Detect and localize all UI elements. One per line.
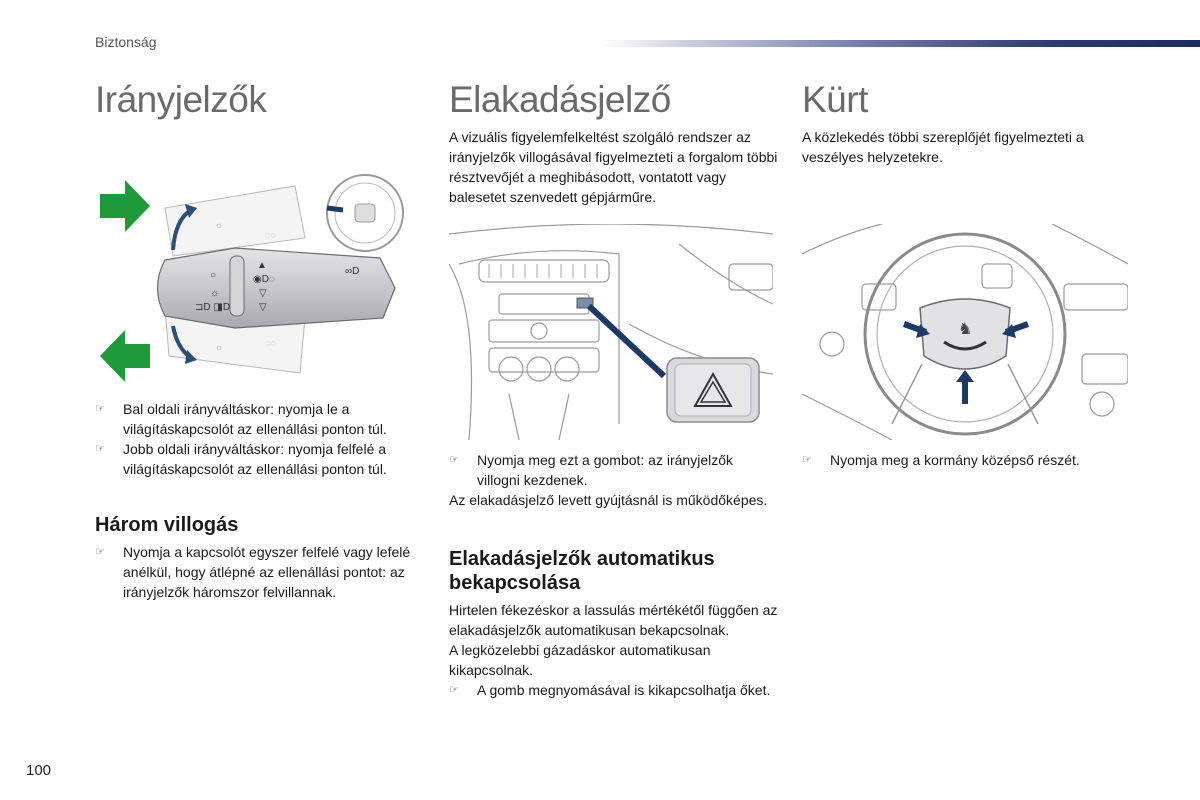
bullet-text: Nyomja meg a kormány középső részét.: [830, 452, 1080, 468]
header-bar: [600, 40, 1200, 47]
bullet-text: Nyomja a kapcsolót egyszer felfelé vagy lefelé anélkül, hogy átlépné az ellenállási pontot: az irányjelzők háromszor felvillannak.: [123, 544, 411, 600]
turn-signals-title: Irányjelzők: [95, 79, 267, 120]
bullet-text: Bal oldali irányváltáskor: nyomja le a világításkapcsolót az ellenállási ponton túl.: [123, 401, 387, 437]
hazard-intro: A vizuális figyelemfelkeltést szolgáló rendszer az irányjelzők villogásával figyelmezteti a forgalom többi résztvevőjét a meghibásodott, vontatott vagy balesetet szenvedett gépjárműre.: [449, 129, 778, 205]
svg-text:◉D◌: ◉D◌: [253, 274, 275, 285]
svg-text:☼: ☼: [215, 220, 224, 230]
svg-text:♞: ♞: [958, 321, 973, 338]
bullet-three-flashes: [95, 542, 425, 602]
svg-text:○: ○: [210, 270, 217, 281]
bullet-text: Nyomja meg ezt a gombot: az irányjelzők villogni kezdenek.: [477, 452, 733, 488]
horn-intro: A közlekedés többi szereplőjét figyelmezteti a veszélyes helyzetekre.: [802, 129, 1084, 165]
horn-instructions: [802, 450, 1132, 470]
svg-text:▽: ▽: [259, 302, 267, 313]
bullet-text: A gomb megnyomásával is kikapcsolhatja őket.: [477, 682, 771, 698]
bullet-right-turn: [95, 439, 425, 479]
svg-text:◌◌: ◌◌: [265, 230, 276, 240]
auto-hazard-para-2: A legközelebbi gázadáskor automatikusan kikapcsolnak.: [449, 642, 711, 678]
svg-text:▽: ▽: [259, 288, 267, 299]
svg-text:☼: ☼: [210, 288, 220, 299]
bullet-marker: ☞: [802, 454, 812, 466]
three-flashes-section: [95, 513, 425, 602]
hazard-dashboard-illustration: [449, 224, 773, 440]
column-hazard-warning: [449, 78, 779, 207]
svg-text:☼: ☼: [215, 342, 224, 352]
column-turn-signals: [95, 78, 425, 122]
hazard-note: Az elakadásjelző levett gyújtásnál is működőképes.: [449, 492, 768, 508]
hazard-instructions: [449, 450, 779, 510]
bullet-marker: ☞: [95, 443, 105, 455]
bullet-press-button: [449, 450, 779, 490]
horn-steering-wheel-illustration: [802, 224, 1128, 440]
turn-signals-bullets: [95, 399, 425, 479]
bullet-left-turn: [95, 399, 425, 439]
bullet-press-horn: [802, 450, 1132, 470]
svg-text:◌◌: ◌◌: [265, 338, 276, 348]
bullet-marker: ☞: [449, 684, 459, 696]
hazard-warning-title: Elakadásjelző: [449, 79, 671, 120]
column-horn: [802, 78, 1132, 167]
turn-signal-stalk-illustration: [95, 168, 415, 386]
page-number: 100: [26, 762, 52, 779]
bullet-marker: ☞: [449, 454, 459, 466]
svg-text:⊐D ◨D: ⊐D ◨D: [195, 302, 231, 313]
auto-hazard-para-1: Hirtelen fékezéskor a lassulás mértékétől függően az elakadásjelzők automatikusan bekapcsolnak.: [449, 602, 778, 638]
three-flashes-title: Három villogás: [95, 514, 239, 536]
auto-hazard-section: [449, 547, 789, 700]
bullet-marker: ☞: [95, 546, 105, 558]
section-label: Biztonság: [95, 34, 157, 50]
svg-text:∞D: ∞D: [345, 266, 360, 277]
horn-title: Kürt: [802, 79, 868, 120]
bullet-text: Jobb oldali irányváltáskor: nyomja felfelé a világításkapcsolót az ellenállási ponton túl.: [123, 441, 387, 477]
svg-text:▲: ▲: [257, 260, 267, 271]
bullet-marker: ☞: [95, 403, 105, 415]
auto-hazard-title: Elakadásjelzők automatikus bekapcsolása: [449, 548, 715, 594]
bullet-switch-off: [449, 680, 789, 700]
